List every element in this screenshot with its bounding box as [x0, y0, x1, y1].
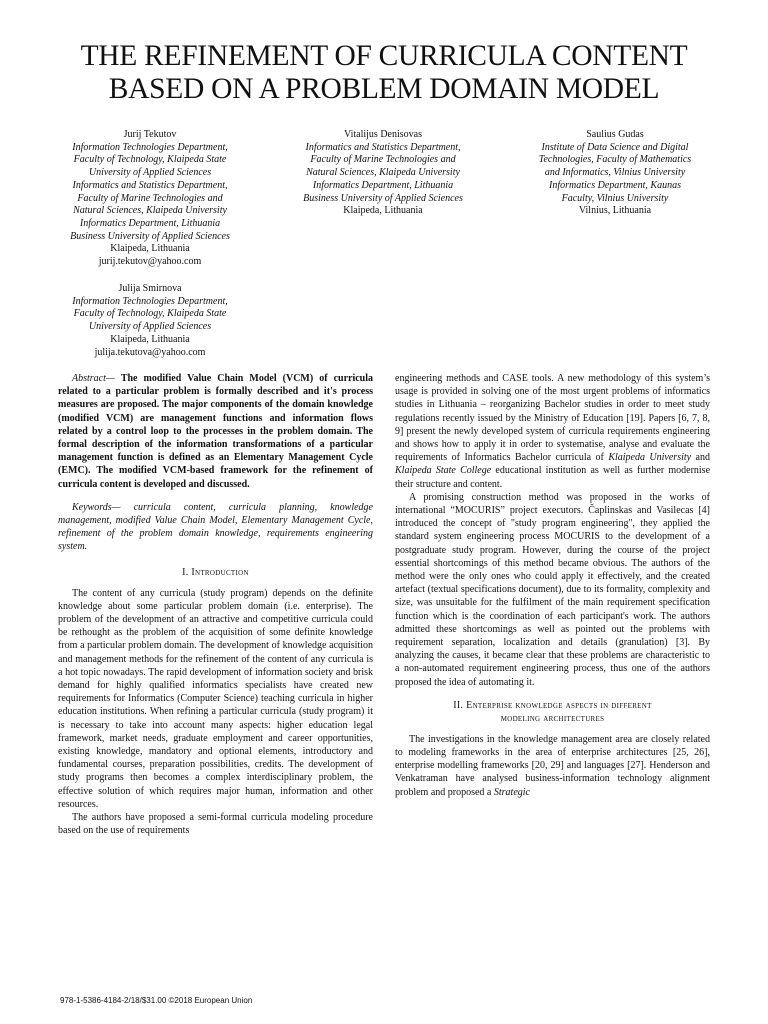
keywords: Keywords— curricula content, curricula planning, knowledge management, modified Value Chain Model, Elementary Management Cycle, refinement of the problem domain knowledge, requirements engineering system.: [58, 501, 373, 553]
text-run-italic: Strategic: [493, 786, 530, 798]
affiliation-line: Informatics Department, Kaunas: [549, 179, 681, 191]
author-name: Saulius Gudas: [586, 129, 644, 140]
author-block-4: [50, 283, 250, 359]
abstract: [58, 372, 373, 491]
body-paragraph: A promising construction method was proposed in the works of international “MOCURIS” project executors. Čaplinskas and Vasilecas [4] introduced the concept of "study program engineering", they applied the standard system engineering process MOCURIS to the development of a postgraduate study program. However, during the course of the project essential shortcomings of this method became obvious. The authors of the method were the only ones who could apply it effectively, and the created artefact (textual specifications document), due to its formality, complexity and size, was unsuitable for the fulfilment of the main requirement specification function which is the coordination of each participant's work. The authors admitted these shortcomings as well as pointed out the problems with requirement separation, localization and details (granulation) [3]. By analyzing the causes, it became clear that these problems are characteristic to a non-automated requirement engineering process, thus one of the authors proposed the idea of automating it.: [395, 491, 710, 688]
affiliation-line: and Informatics, Vilnius University: [544, 167, 686, 179]
author-location: Klaipeda, Lithuania: [343, 205, 423, 217]
body-paragraph: [395, 733, 710, 799]
affiliation-line: Informatics Department, Lithuania: [79, 217, 221, 229]
affiliation-line: University of Applied Sciences: [88, 321, 212, 333]
author-email[interactable]: jurij.tekutov@yahoo.com: [98, 256, 202, 268]
author-email[interactable]: julija.tekutova@yahoo.com: [94, 346, 206, 358]
section-heading-line: modeling architectures: [500, 712, 605, 724]
affiliation-line: Informatics and Statistics Department,: [305, 141, 461, 153]
affiliation-line: Business University of Applied Sciences: [70, 230, 230, 242]
title-line-1: THE REFINEMENT OF CURRICULA CONTENT: [80, 40, 688, 72]
body-paragraph: [395, 372, 710, 491]
affiliation-line: Natural Sciences, Klaipeda University: [73, 205, 227, 217]
author-location: Klaipeda, Lithuania: [110, 333, 190, 345]
title-line-2: BASED ON A PROBLEM DOMAIN MODEL: [108, 73, 660, 105]
affiliation-line: Natural Sciences, Klaipeda University: [306, 167, 460, 179]
left-column: [58, 372, 373, 838]
affiliation-line: Institute of Data Science and Digital: [541, 141, 689, 153]
affiliation-line: Faculty of Technology, Klaipeda State: [73, 154, 227, 166]
text-run: The investigations in the knowledge management area are closely related to modeling frameworks in the area of enterprise architectures [25, 26], enterprise modelling frameworks [20, 29] and languages [27]. Henderson and Venkatraman have analysed business-information technology alignment problem and proposed a: [395, 733, 710, 798]
affiliation-line: Information Technologies Department,: [72, 295, 228, 307]
right-column: [395, 372, 710, 799]
text-run: engineering methods and CASE tools. A new methodology of this system’s usage is provided in solving one of the most urgent problems of informatics studies in Lithuania – reorganizing Bachelor studies in order to meet study regulations recently issued by the Ministry of Education [19]. Papers [6, 7, 8, 9] present the newly developed system of curricula requirements engineering and shows how to apply it in order to systematise, analyse and evaluate the requirements of Informatics Bachelor curricula of: [395, 373, 710, 464]
section-heading-introduction: I. Introduction: [182, 566, 249, 578]
affiliation-line: University of Applied Sciences: [88, 167, 212, 179]
text-run: and: [691, 452, 710, 464]
affiliation-line: Informatics Department, Lithuania: [312, 179, 454, 191]
section-heading-line: II. Enterprise knowledge aspects in different: [453, 699, 652, 711]
affiliation-line: Faculty, Vilnius University: [561, 192, 669, 204]
author-location: Klaipeda, Lithuania: [110, 243, 190, 255]
section-heading-enterprise: [395, 699, 710, 725]
author-block-1: [50, 129, 250, 269]
text-run-italic: Klaipeda University: [608, 452, 692, 464]
affiliation-line: Informatics and Statistics Department,: [72, 179, 228, 191]
affiliation-line: Information Technologies Department,: [72, 141, 228, 153]
copyright-footer: 978-1-5386-4184-2/18/$31.00 ©2018 European Union: [60, 996, 253, 1005]
affiliation-line: Faculty of Marine Technologies and: [77, 192, 223, 204]
author-location: Vilnius, Lithuania: [578, 205, 652, 217]
abstract-body: The modified Value Chain Model (VCM) of curricula related to a particular problem is formally described and it's process measures are proposed. The major components of the domain knowledge (modified VCM) are management functions and information flows related by a control loop to the processes in the problem domain. The formal description of the information transformations of a particular management function is defined as an Elementary Management Cycle (EMC). The modified VCM-based framework for the refinement of curricula content is developed and discussed.: [58, 373, 373, 490]
text-run-italic: Klaipeda State College: [395, 465, 492, 477]
affiliation-line: Technologies, Faculty of Mathematics: [538, 154, 692, 166]
text-run: educational institution as well as further modernise their structure and content.: [395, 465, 711, 490]
paper-title: [30, 40, 738, 106]
author-name: Julija Smirnova: [118, 283, 182, 294]
author-block-2: [283, 129, 483, 218]
intro-paragraph: The content of any curricula (study program) depends on the definite knowledge about some particular problem domain (i.e. enterprise). The problem of the development of an attractive and competitive curricula could be rethought as the problem of the acquisition of some definite knowledge from a particular problem domain. The development of knowledge acquisition and management methods for the refinement of the content of any curricula is a hot topic nowadays. The rapid development of information society and brisk demand for highly qualified informatics specialists have created new requirements for Informatics (Computer Science) teaching curricula in higher education institutions. When refining a particular curricula (study program) it is necessary to take into account many aspects: higher education legal framework, market needs, graduate employment and career opportunities, existing knowledge, mandatory and optional elements, introductory and fundamental courses, preparation possibilities, credits. The development of study programs then becomes a complex interdisciplinary problem, the effective solution of which requires major human, information and other resources.: [58, 587, 373, 810]
author-name: Vitalijus Denisovas: [343, 129, 422, 140]
abstract-lead: Abstract—: [72, 373, 121, 384]
affiliation-line: Business University of Applied Sciences: [303, 192, 463, 204]
intro-paragraph: The authors have proposed a semi-formal curricula modeling procedure based on the use of requirements: [58, 812, 373, 837]
author-name: Jurij Tekutov: [123, 129, 177, 140]
affiliation-line: Faculty of Technology, Klaipeda State: [73, 308, 227, 320]
affiliation-line: Faculty of Marine Technologies and: [310, 154, 456, 166]
author-block-3: [515, 129, 715, 218]
